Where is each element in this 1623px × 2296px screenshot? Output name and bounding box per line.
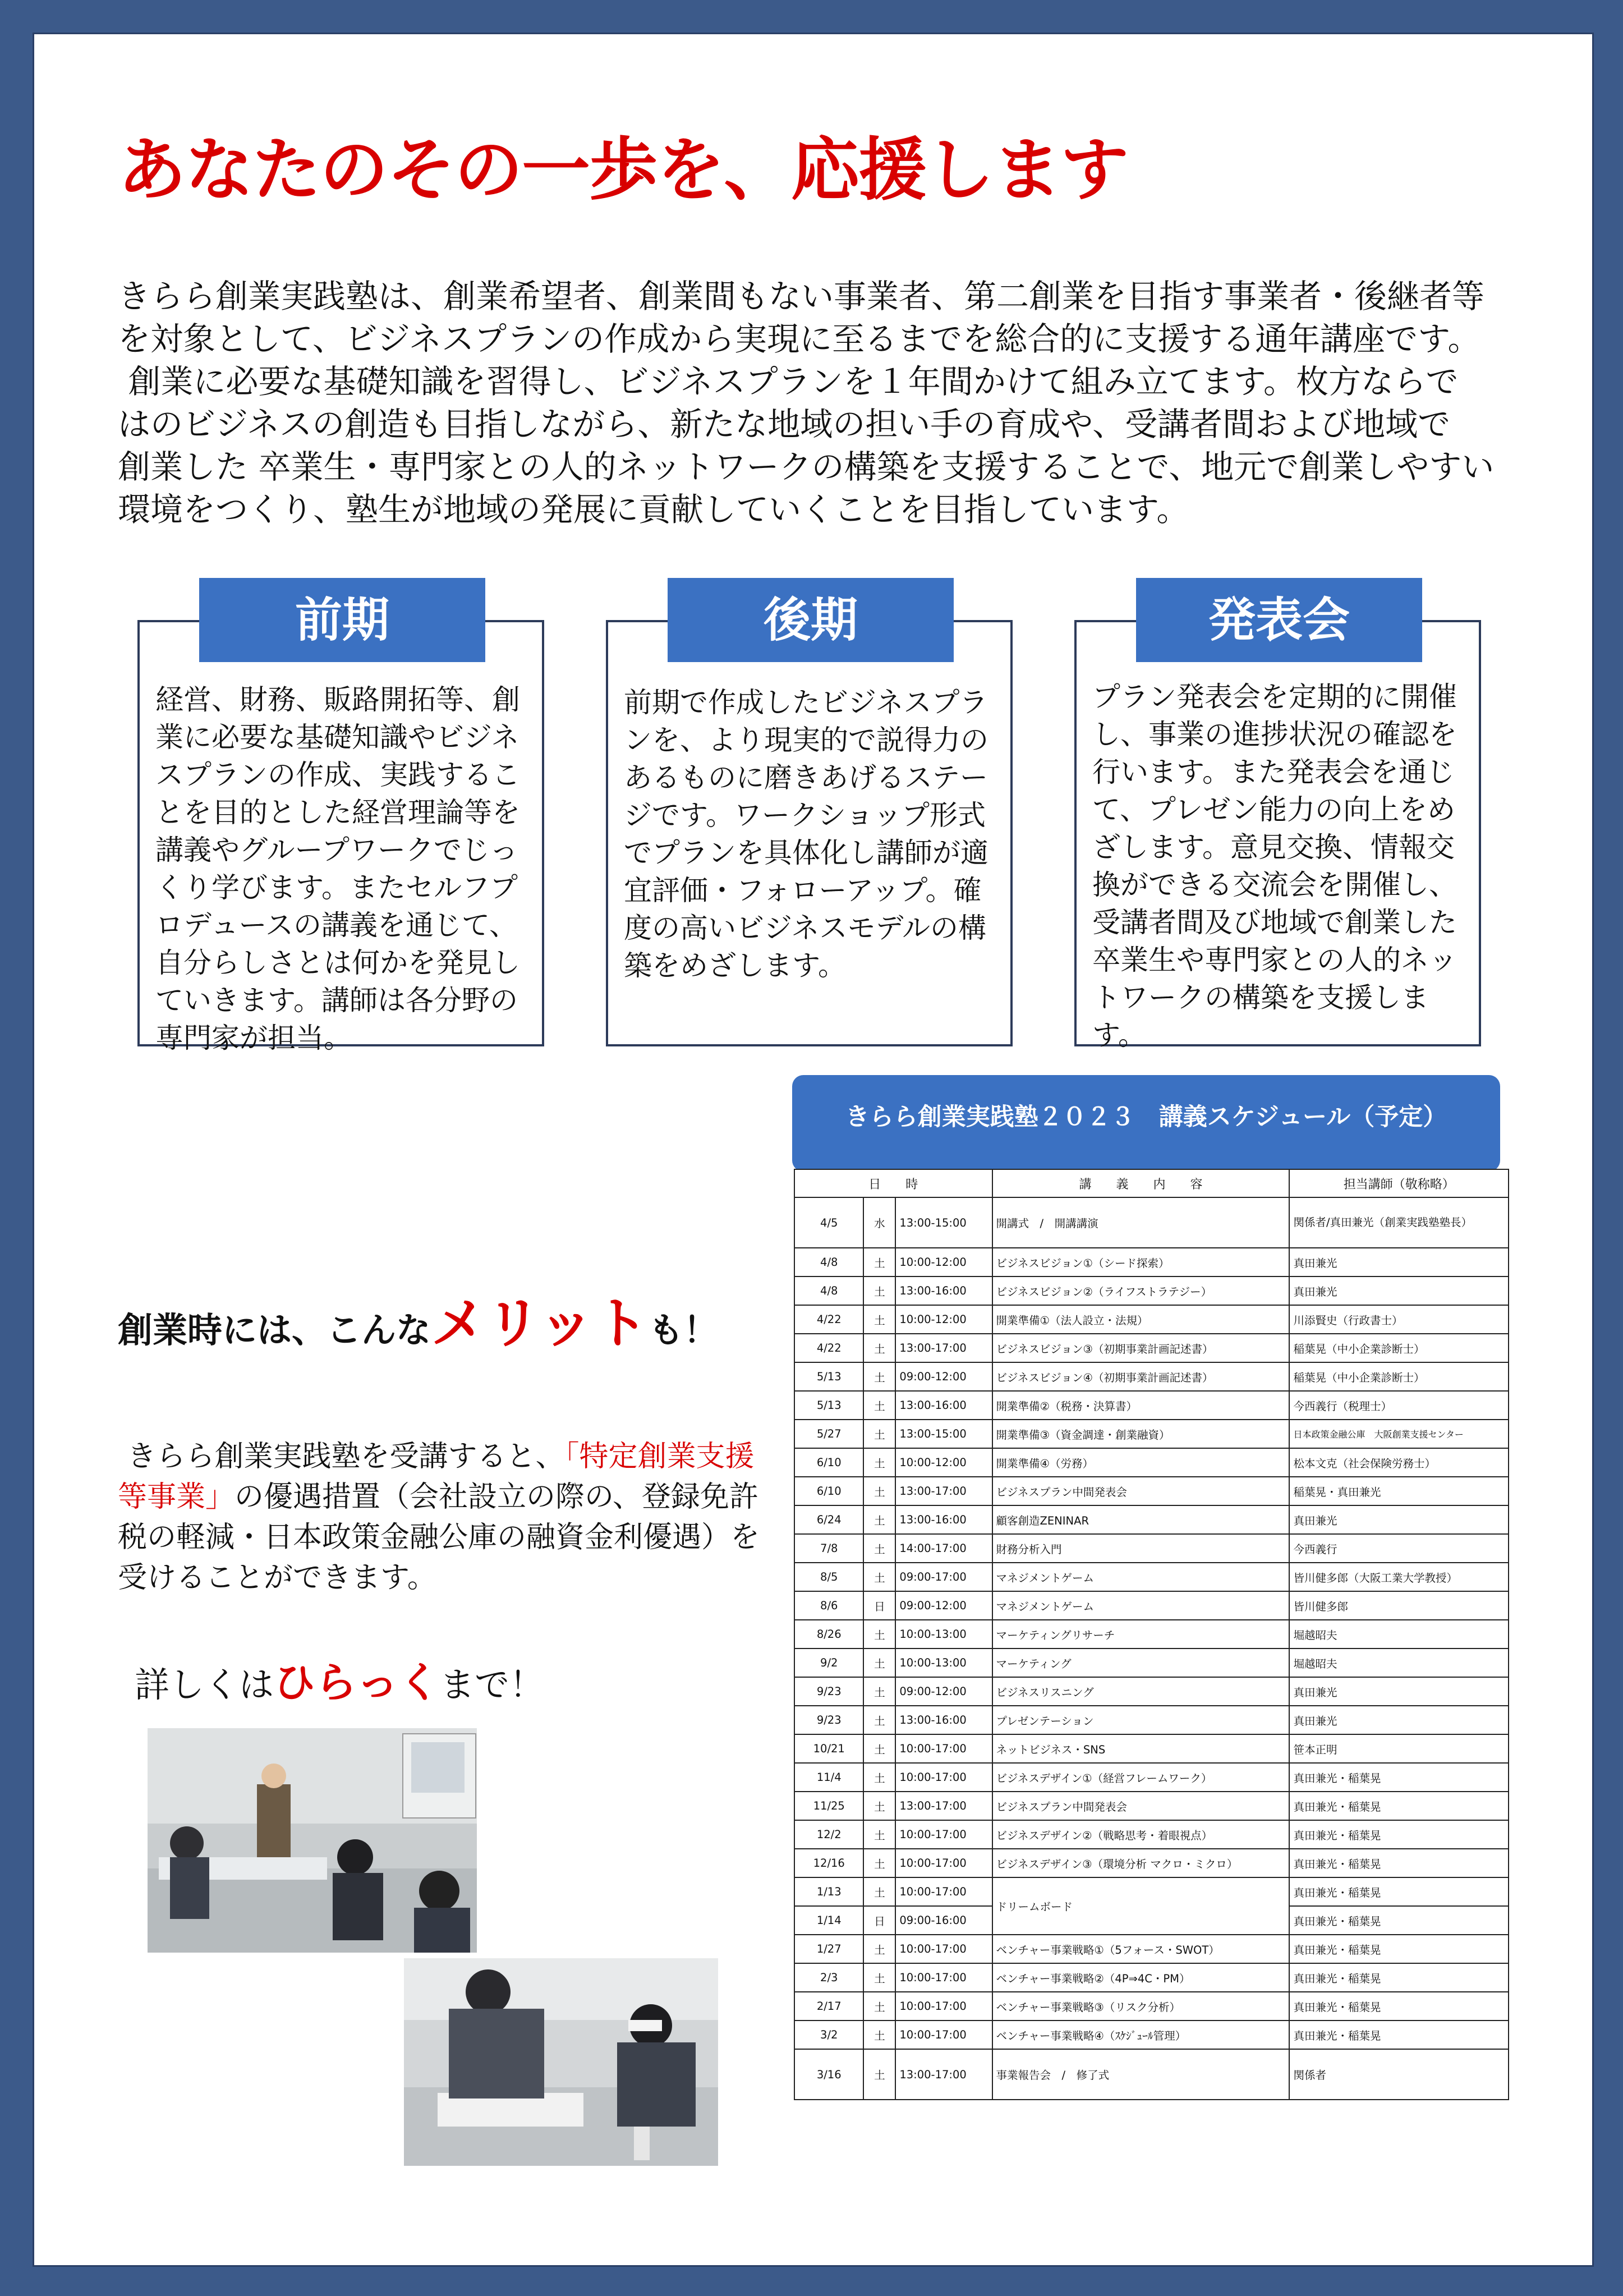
row-lecture: 財務分析入門	[992, 1534, 1290, 1563]
row-instructor: 真田兼光・稲葉晃	[1289, 1849, 1509, 1877]
table-row	[794, 1420, 1509, 1448]
table-row	[794, 1563, 1509, 1591]
row-instructor: 真田兼光・稲葉晃	[1289, 1820, 1509, 1849]
row-instructor: 真田兼光	[1289, 1677, 1509, 1706]
table-row	[794, 1362, 1509, 1391]
table-row	[794, 1734, 1509, 1763]
row-lecture: 開業準備①（法人設立・法規）	[992, 1305, 1290, 1334]
row-lecture: ビジネスプラン中間発表会	[992, 1792, 1290, 1820]
row-lecture: ベンチャー事業戦略①（5フォース・SWOT）	[992, 1935, 1290, 1963]
row-instructor: 関係者	[1289, 2049, 1509, 2100]
table-row	[794, 1849, 1509, 1877]
row-instructor: 真田兼光	[1289, 1276, 1509, 1305]
row-instructor: 真田兼光	[1289, 1248, 1509, 1276]
row-time: 10:00-17:00	[895, 1734, 992, 1763]
header-date: 日 時	[794, 1169, 992, 1197]
row-instructor: 川添賢史（行政書士）	[1289, 1305, 1509, 1334]
row-weekday: 土	[863, 1677, 895, 1706]
row-weekday: 土	[863, 1420, 895, 1448]
headline: あなたのその一歩を、応援します	[118, 130, 1128, 210]
row-date: 9/23	[794, 1677, 863, 1706]
merit-highlight: メリット	[431, 1292, 649, 1356]
row-weekday: 土	[863, 1992, 895, 2021]
row-instructor: 今西義行（税理士）	[1289, 1391, 1509, 1420]
table-row	[794, 1963, 1509, 1992]
row-lecture: ビジネスビジョン③（初期事業計画記述書）	[992, 1334, 1290, 1362]
row-time: 10:00-13:00	[895, 1620, 992, 1648]
row-date: 5/13	[794, 1362, 863, 1391]
row-date: 1/27	[794, 1935, 863, 1963]
row-date: 6/24	[794, 1505, 863, 1534]
table-row	[794, 1992, 1509, 2021]
row-weekday: 土	[863, 1534, 895, 1563]
row-instructor: 真田兼光	[1289, 1505, 1509, 1534]
phase-title: 後期	[668, 578, 954, 662]
row-lecture: ドリームボード	[992, 1877, 1290, 1935]
row-time: 13:00-15:00	[895, 1420, 992, 1448]
row-time: 09:00-12:00	[895, 1591, 992, 1620]
table-row	[794, 1305, 1509, 1334]
intro-line: きらら創業実践塾は、創業希望者、創業間もない事業者、第二創業を目指す事業者・後継者等	[118, 277, 1485, 315]
row-date: 3/16	[794, 2049, 863, 2100]
row-weekday: 日	[863, 1906, 895, 1935]
row-lecture: ネットビジネス・SNS	[992, 1734, 1290, 1763]
table-row	[794, 1877, 1509, 1906]
table-row	[794, 1935, 1509, 1963]
table-row	[794, 1620, 1509, 1648]
row-weekday: 土	[863, 1877, 895, 1906]
row-instructor: 今西義行	[1289, 1534, 1509, 1563]
classroom-photo-2	[404, 1958, 718, 2166]
row-date: 6/10	[794, 1448, 863, 1477]
row-weekday: 土	[863, 2049, 895, 2100]
row-lecture: ビジネスリスニング	[992, 1677, 1290, 1706]
row-time: 13:00-16:00	[895, 1276, 992, 1305]
row-lecture: 開業準備④（労務）	[992, 1448, 1290, 1477]
row-time: 10:00-17:00	[895, 1849, 992, 1877]
row-weekday: 土	[863, 1448, 895, 1477]
table-row	[794, 1334, 1509, 1362]
row-time: 10:00-17:00	[895, 1820, 992, 1849]
row-weekday: 土	[863, 1563, 895, 1591]
row-lecture: 開講式 / 開講講演	[992, 1197, 1290, 1248]
row-weekday: 土	[863, 1505, 895, 1534]
row-date: 11/4	[794, 1763, 863, 1792]
row-time: 10:00-13:00	[895, 1648, 992, 1677]
table-row	[794, 2049, 1509, 2100]
row-instructor: 真田兼光・稲葉晃	[1289, 1792, 1509, 1820]
row-time: 09:00-17:00	[895, 1563, 992, 1591]
row-instructor: 稲葉晃（中小企業診断士）	[1289, 1334, 1509, 1362]
row-instructor: 日本政策金融公庫 大阪創業支援センター	[1289, 1420, 1509, 1448]
row-instructor: 真田兼光・稲葉晃	[1289, 1963, 1509, 1992]
row-weekday: 土	[863, 1648, 895, 1677]
phase-title: 発表会	[1136, 578, 1422, 662]
row-weekday: 土	[863, 1763, 895, 1792]
row-lecture: 開業準備③（資金調達・創業融資）	[992, 1420, 1290, 1448]
table-row	[794, 1820, 1509, 1849]
row-lecture: マネジメントゲーム	[992, 1591, 1290, 1620]
row-date: 9/23	[794, 1706, 863, 1734]
row-date: 8/5	[794, 1563, 863, 1591]
row-instructor: 堀越昭夫	[1289, 1620, 1509, 1648]
row-lecture: ビジネスビジョン①（シード探索）	[992, 1248, 1290, 1276]
merit-text-highlight: 「特定創業支援等事業」	[118, 1440, 755, 1514]
table-row	[794, 1677, 1509, 1706]
row-lecture: 顧客創造ZENINAR	[992, 1505, 1290, 1534]
row-instructor: 真田兼光・稲葉晃	[1289, 1763, 1509, 1792]
table-row	[794, 1706, 1509, 1734]
classroom-photo-2-image	[404, 1958, 718, 2166]
row-weekday: 水	[863, 1197, 895, 1248]
row-instructor: 真田兼光・稲葉晃	[1289, 2021, 1509, 2049]
schedule-header-row	[794, 1169, 1509, 1197]
row-date: 2/3	[794, 1963, 863, 1992]
intro-text	[118, 275, 1532, 531]
row-date: 1/13	[794, 1877, 863, 1906]
row-time: 13:00-16:00	[895, 1706, 992, 1734]
row-date: 6/10	[794, 1477, 863, 1505]
row-lecture: マーケティングリサーチ	[992, 1620, 1290, 1648]
phase-description: 経営、財務、販路開拓等、創業に必要な基礎知識やビジネスプランの作成、実践することを目的とした経営理論等を講義やグループワークでじっくり学びます。またセルフプロデュースの講義を通じて、自分らしさとは何かを発見していきます。講師は各分野の専門家が担当。	[137, 620, 544, 1046]
row-lecture: マネジメントゲーム	[992, 1563, 1290, 1591]
row-time: 13:00-16:00	[895, 1505, 992, 1534]
row-date: 4/8	[794, 1248, 863, 1276]
intro-line: 環境をつくり、塾生が地域の発展に貢献していくことを目指しています。	[118, 490, 1189, 529]
row-instructor: 皆川健多郎（大阪工業大学教授）	[1289, 1563, 1509, 1591]
row-instructor: 堀越昭夫	[1289, 1648, 1509, 1677]
header-lecture: 講 義 内 容	[992, 1169, 1290, 1197]
row-instructor: 真田兼光	[1289, 1706, 1509, 1734]
row-time: 10:00-12:00	[895, 1305, 992, 1334]
table-row	[794, 1391, 1509, 1420]
row-lecture: ビジネスデザイン①（経営フレームワーク）	[992, 1763, 1290, 1792]
row-weekday: 土	[863, 1792, 895, 1820]
intro-line: 創業に必要な基礎知識を習得し、ビジネスプランを１年間かけて組み立てます。枚方ならで	[118, 362, 1459, 401]
table-row	[794, 1792, 1509, 1820]
row-date: 5/27	[794, 1420, 863, 1448]
row-time: 10:00-17:00	[895, 1763, 992, 1792]
merit-description	[118, 1436, 763, 1598]
row-time: 14:00-17:00	[895, 1534, 992, 1563]
row-time: 10:00-17:00	[895, 1935, 992, 1963]
row-weekday: 土	[863, 1276, 895, 1305]
phase-title: 前期	[199, 578, 485, 662]
phase-description: プラン発表会を定期的に開催し、事業の進捗状況の確認を行います。また発表会を通じて、プレゼン能力の向上をめざします。意見交換、情報交換ができる交流会を開催し、受講者間及び地域で創業した卒業生や専門家との人的ネットワークの構築を支援します。	[1074, 620, 1481, 1046]
row-instructor: 関係者/真田兼光（創業実践塾塾長）	[1289, 1197, 1509, 1248]
row-date: 4/22	[794, 1334, 863, 1362]
row-time: 13:00-17:00	[895, 1334, 992, 1362]
row-time: 10:00-17:00	[895, 1877, 992, 1906]
row-weekday: 土	[863, 1849, 895, 1877]
row-instructor: 真田兼光・稲葉晃	[1289, 1877, 1509, 1906]
row-lecture: ビジネスビジョン②（ライフストラテジー）	[992, 1276, 1290, 1305]
row-instructor: 皆川健多郎	[1289, 1591, 1509, 1620]
table-row	[794, 1248, 1509, 1276]
row-date: 12/16	[794, 1849, 863, 1877]
merit-text-b: の優遇措置（会社設立の際の、登録免許税の軽減・日本政策金融公庫の融資金利優遇）を受けることができます。	[118, 1480, 760, 1595]
table-row	[794, 2021, 1509, 2049]
classroom-photo-1-image	[148, 1728, 477, 1953]
row-date: 4/22	[794, 1305, 863, 1334]
row-instructor: 稲葉晃（中小企業診断士）	[1289, 1362, 1509, 1391]
merit-heading	[118, 1279, 718, 1358]
row-time: 10:00-17:00	[895, 1992, 992, 2021]
intro-line: 創業した 卒業生・専門家との人的ネットワークの構築を支援することで、地元で創業しやすい	[118, 448, 1495, 486]
row-time: 09:00-16:00	[895, 1906, 992, 1935]
row-weekday: 土	[863, 1963, 895, 1992]
row-weekday: 土	[863, 1391, 895, 1420]
row-date: 4/5	[794, 1197, 863, 1248]
table-row	[794, 1477, 1509, 1505]
header-instructor: 担当講師（敬称略）	[1289, 1169, 1509, 1197]
row-lecture: ビジネスプラン中間発表会	[992, 1477, 1290, 1505]
table-row	[794, 1648, 1509, 1677]
row-time: 13:00-17:00	[895, 1792, 992, 1820]
row-instructor: 笹本正明	[1289, 1734, 1509, 1763]
row-lecture: プレゼンテーション	[992, 1706, 1290, 1734]
table-row	[794, 1534, 1509, 1563]
row-time: 13:00-17:00	[895, 1477, 992, 1505]
row-time: 10:00-12:00	[895, 1448, 992, 1477]
row-instructor: 真田兼光・稲葉晃	[1289, 1992, 1509, 2021]
phase-description: 前期で作成したビジネスプランを、より現実的で説得力のあるものに磨きあげるステージです。ワークショップ形式でプランを具体化し講師が適宜評価・フォローアップ。確度の高いビジネスモデルの構築をめざします。	[606, 620, 1013, 1046]
row-lecture: ベンチャー事業戦略②（4P⇒4C・PM）	[992, 1963, 1290, 1992]
row-instructor: 松本文克（社会保険労務士）	[1289, 1448, 1509, 1477]
row-date: 2/17	[794, 1992, 863, 2021]
row-weekday: 土	[863, 1305, 895, 1334]
merit-pre: 創業時には、こんな	[118, 1310, 431, 1351]
table-row	[794, 1197, 1509, 1248]
intro-line: を対象として、ビジネスプランの作成から実現に至るまでを総合的に支援する通年講座です。	[118, 320, 1481, 358]
intro-line: はのビジネスの創造も目指しながら、新たな地域の担い手の育成や、受講者間および地域で	[118, 405, 1451, 443]
row-time: 10:00-17:00	[895, 2021, 992, 2049]
row-weekday: 土	[863, 2021, 895, 2049]
row-weekday: 日	[863, 1591, 895, 1620]
row-lecture: 事業報告会 / 修了式	[992, 2049, 1290, 2100]
table-row	[794, 1448, 1509, 1477]
row-weekday: 土	[863, 1935, 895, 1963]
row-weekday: 土	[863, 1362, 895, 1391]
row-weekday: 土	[863, 1706, 895, 1734]
classroom-photo-1	[148, 1728, 477, 1953]
row-lecture: ベンチャー事業戦略③（リスク分析）	[992, 1992, 1290, 2021]
contact-post: まで！	[440, 1664, 545, 1705]
contact-pre: 詳しくは	[135, 1664, 274, 1705]
row-instructor: 稲葉晃・真田兼光	[1289, 1477, 1509, 1505]
schedule-table	[794, 1169, 1509, 2100]
row-lecture: ビジネスデザイン③（環境分析 マクロ・ミクロ）	[992, 1849, 1290, 1877]
merit-text-a: きらら創業実践塾を受講すると、	[118, 1440, 565, 1473]
row-date: 7/8	[794, 1534, 863, 1563]
row-time: 10:00-17:00	[895, 1963, 992, 1992]
row-instructor: 真田兼光・稲葉晃	[1289, 1935, 1509, 1963]
row-time: 13:00-15:00	[895, 1197, 992, 1248]
table-row	[794, 1276, 1509, 1305]
row-date: 5/13	[794, 1391, 863, 1420]
table-row	[794, 1505, 1509, 1534]
row-date: 8/6	[794, 1591, 863, 1620]
row-lecture: ビジネスビジョン④（初期事業計画記述書）	[992, 1362, 1290, 1391]
row-time: 10:00-12:00	[895, 1248, 992, 1276]
row-weekday: 土	[863, 1620, 895, 1648]
table-row	[794, 1591, 1509, 1620]
merit-post: も！	[649, 1310, 719, 1351]
schedule-title: きらら創業実践塾２０２３ 講義スケジュール（予定）	[792, 1075, 1500, 1172]
row-date: 12/2	[794, 1820, 863, 1849]
row-date: 9/2	[794, 1648, 863, 1677]
row-lecture: 開業準備②（税務・決算書）	[992, 1391, 1290, 1420]
row-date: 4/8	[794, 1276, 863, 1305]
row-lecture: マーケティング	[992, 1648, 1290, 1677]
row-date: 1/14	[794, 1906, 863, 1935]
row-lecture: ビジネスデザイン②（戦略思考・着眼視点）	[992, 1820, 1290, 1849]
row-time: 09:00-12:00	[895, 1362, 992, 1391]
contact-highlight: ひらっく	[274, 1659, 440, 1707]
row-date: 3/2	[794, 2021, 863, 2049]
row-date: 11/25	[794, 1792, 863, 1820]
row-weekday: 土	[863, 1334, 895, 1362]
row-time: 13:00-17:00	[895, 2049, 992, 2100]
row-date: 10/21	[794, 1734, 863, 1763]
row-weekday: 土	[863, 1820, 895, 1849]
row-weekday: 土	[863, 1477, 895, 1505]
contact-note	[135, 1650, 544, 1709]
row-weekday: 土	[863, 1734, 895, 1763]
row-lecture: ベンチャー事業戦略④（ｽｹｼﾞｭｰﾙ管理）	[992, 2021, 1290, 2049]
row-date: 8/26	[794, 1620, 863, 1648]
row-time: 09:00-12:00	[895, 1677, 992, 1706]
row-weekday: 土	[863, 1248, 895, 1276]
row-time: 13:00-16:00	[895, 1391, 992, 1420]
table-row	[794, 1763, 1509, 1792]
row-instructor: 真田兼光・稲葉晃	[1289, 1906, 1509, 1935]
